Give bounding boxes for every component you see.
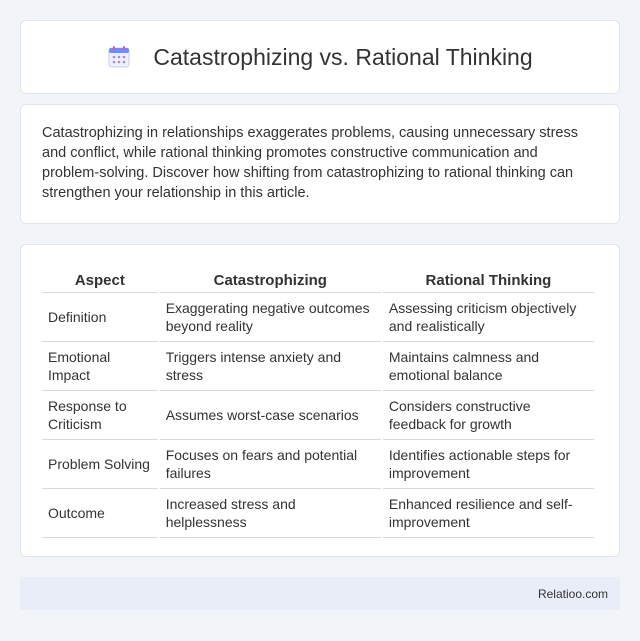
page-title: Catastrophizing vs. Rational Thinking — [153, 43, 533, 70]
table-cell: Identifies actionable steps for improvement — [383, 440, 594, 489]
table-cell: Exaggerating negative outcomes beyond reality — [160, 293, 381, 342]
table-row — [42, 391, 594, 440]
table-header-row — [42, 263, 594, 293]
table-cell: Triggers intense anxiety and stress — [160, 342, 381, 391]
calendar-icon — [107, 45, 131, 69]
intro-paragraph: Catastrophizing in relationships exaggerates problems, causing unnecessary stress and conflict, while rational thinking promotes constructive communication and problem-solving. Discover how shifting from catastrophizing to rational thinking can strengthen your relationship in this article. — [42, 125, 578, 201]
table-row — [42, 293, 594, 342]
title-card — [20, 20, 620, 94]
table-cell: Definition — [42, 293, 158, 342]
table-row — [42, 342, 594, 391]
table-cell: Emotional Impact — [42, 342, 158, 391]
table-cell: Maintains calmness and emotional balance — [383, 342, 594, 391]
table-cell: Response to Criticism — [42, 391, 158, 440]
header-catastrophizing: Catastrophizing — [160, 263, 381, 293]
table-cell: Problem Solving — [42, 440, 158, 489]
header-rational-thinking: Rational Thinking — [383, 263, 594, 293]
table-cell: Assessing criticism objectively and realistically — [383, 293, 594, 342]
table-cell: Considers constructive feedback for growth — [383, 391, 594, 440]
table-cell: Assumes worst-case scenarios — [160, 391, 381, 440]
table-cell: Enhanced resilience and self-improvement — [383, 489, 594, 538]
intro-card — [20, 104, 620, 224]
table-cell: Focuses on fears and potential failures — [160, 440, 381, 489]
footer — [20, 577, 620, 610]
footer-brand-link[interactable]: Relatioo.com — [537, 586, 608, 601]
comparison-table — [40, 263, 596, 538]
table-cell: Increased stress and helplessness — [160, 489, 381, 538]
table-cell: Outcome — [42, 489, 158, 538]
comparison-table-card — [20, 244, 620, 557]
table-row — [42, 489, 594, 538]
header-aspect: Aspect — [42, 263, 158, 293]
table-row — [42, 440, 594, 489]
